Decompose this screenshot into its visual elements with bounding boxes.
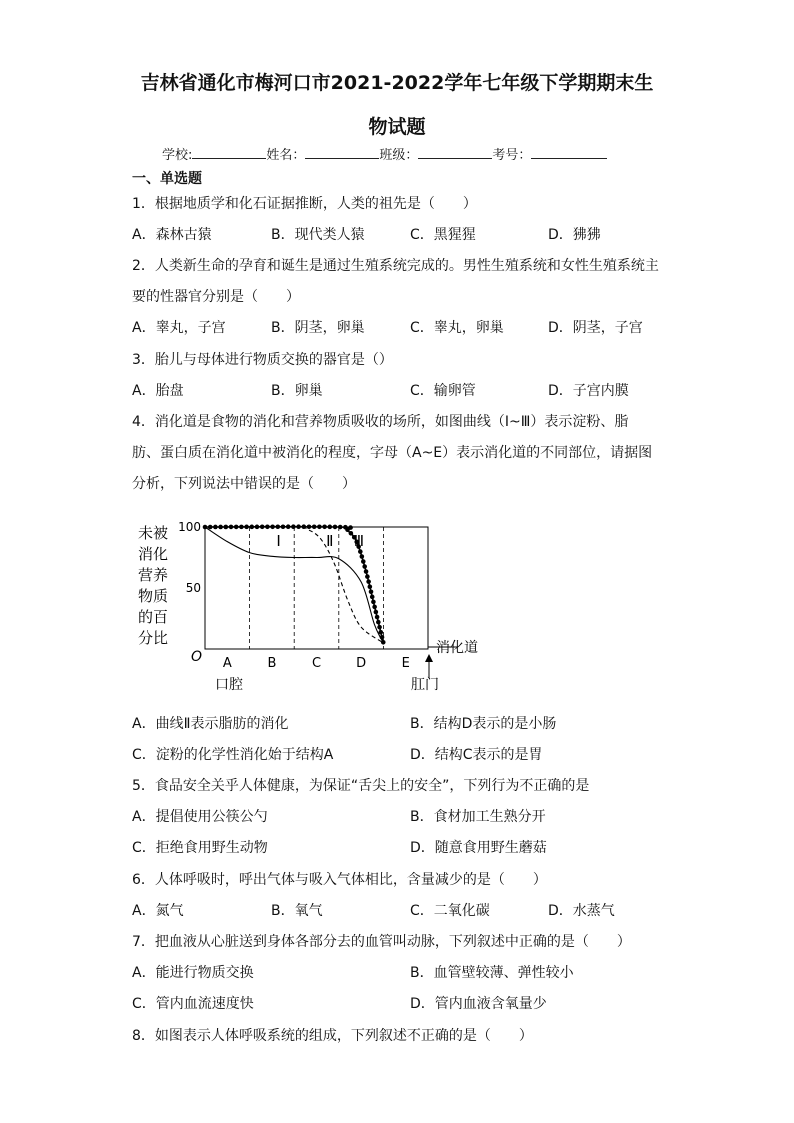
- anus-arrow-head: [425, 654, 433, 662]
- q4-stem-line3: 分析，下列说法中错误的是（ ）: [132, 476, 356, 492]
- series-3-point: [338, 525, 343, 530]
- q3-option-c[interactable]: C．输卵管: [410, 383, 476, 399]
- series-3-point: [291, 524, 296, 529]
- plot-frame: [205, 527, 428, 649]
- q2-stem-line1: 2．人类新生命的孕育和诞生是通过生殖系统完成的。男性生殖系统和女性生殖系统主: [132, 258, 659, 274]
- series-3-point: [234, 525, 239, 530]
- ylabel-line: 物质: [137, 587, 169, 605]
- series-3-point: [360, 554, 365, 559]
- q6-option-d[interactable]: D．水蒸气: [548, 903, 615, 919]
- series-3-point: [345, 527, 350, 532]
- q7-option-b[interactable]: B．血管壁较薄、弹性较小: [410, 965, 574, 981]
- series-3-point: [239, 525, 244, 530]
- q3-option-d[interactable]: D．子宫内膜: [548, 383, 629, 399]
- series-3-point: [281, 524, 286, 529]
- series-3-point: [380, 635, 385, 640]
- name-label: 姓名：: [266, 148, 306, 163]
- class-blank[interactable]: [418, 146, 492, 159]
- series-3-point: [270, 524, 275, 529]
- q6-option-b[interactable]: B．氧气: [271, 903, 323, 919]
- origin-label: O: [191, 649, 203, 665]
- y-axis-label: [138, 524, 168, 647]
- q1-option-c[interactable]: C．黑猩猩: [410, 227, 476, 243]
- ylabel-line: 未被: [137, 524, 169, 542]
- series-label-2: Ⅱ: [326, 532, 334, 550]
- q6-option-a[interactable]: A．氮气: [132, 903, 184, 919]
- series-3-point: [375, 615, 380, 620]
- q5-option-c[interactable]: C．拒绝食用野生动物: [132, 840, 268, 856]
- title-line-1: 吉林省通化市梅河口市2021-2022学年七年级下学期期末生: [140, 72, 654, 94]
- series-3-point: [381, 640, 386, 645]
- series-3-point: [369, 589, 374, 594]
- series-3-point: [349, 531, 354, 536]
- q1-option-a[interactable]: A．森林古猿: [132, 227, 212, 243]
- q1-option-d[interactable]: D．狒狒: [548, 227, 601, 243]
- exam-no-blank[interactable]: [531, 146, 607, 159]
- series-3-point: [301, 524, 306, 529]
- ylabel-line: 消化: [137, 545, 169, 563]
- x-category-label: A: [222, 656, 232, 671]
- series-3-point: [327, 525, 332, 530]
- ylabel-line: 分比: [137, 629, 169, 647]
- q2-stem-line2: 要的性器官分别是（ ）: [132, 289, 300, 305]
- q2-option-a[interactable]: A．睾丸，子宫: [132, 320, 226, 336]
- series-3-point: [361, 559, 366, 564]
- q2-option-c[interactable]: C．睾丸，卵巢: [410, 320, 504, 336]
- series-3-point: [365, 574, 370, 579]
- series-3-point: [362, 564, 367, 569]
- q7-option-a[interactable]: A．能进行物质交换: [132, 965, 254, 981]
- class-label: 班级：: [379, 148, 419, 163]
- q7-option-d[interactable]: D．管内血液含氧量少: [410, 996, 547, 1012]
- q8-stem: 8．如图表示人体呼吸系统的组成，下列叙述不正确的是（ ）: [132, 1028, 533, 1044]
- ylabel-line: 营养: [137, 566, 169, 584]
- series-3-point: [265, 524, 270, 529]
- series-3-point: [249, 525, 254, 530]
- q4-stem-line2: 肪、蛋白质在消化道中被消化的程度，字母（A~E）表示消化道的不同部位，请据图: [132, 445, 653, 461]
- series-3-point: [378, 630, 383, 635]
- ylabel-line: 的百: [137, 608, 169, 626]
- q1-stem: 1．根据地质学和化石证据推断，人类的祖先是（ ）: [132, 196, 477, 212]
- exam-no-label: 考号：: [492, 148, 532, 163]
- q4-option-c[interactable]: C．淀粉的化学性消化始于结构A: [132, 747, 334, 763]
- mouth-label: 口腔: [215, 677, 243, 693]
- series-3-point: [366, 579, 371, 584]
- series-3-point: [364, 569, 369, 574]
- series-3-point: [370, 595, 375, 600]
- q4-stem-line1: 4．消化道是食物的消化和营养物质吸收的场所，如图曲线（Ⅰ~Ⅲ）表示淀粉、脂: [132, 414, 629, 430]
- q3-option-a[interactable]: A．胎盘: [132, 383, 184, 399]
- series-3-point: [371, 600, 376, 605]
- series-3-point: [296, 524, 301, 529]
- series-3-point: [286, 524, 291, 529]
- q3-option-b[interactable]: B．卵巢: [271, 383, 323, 399]
- title-line-2: 物试题: [368, 116, 426, 138]
- x-axis-label: 消化道: [436, 640, 478, 656]
- series-3-point: [229, 525, 234, 530]
- series-3-point: [376, 620, 381, 625]
- y-tick-label: 100: [178, 520, 201, 534]
- series-3-point: [317, 524, 322, 529]
- series-3-point: [307, 524, 312, 529]
- x-category-label: C: [311, 656, 322, 671]
- series-3-point: [333, 525, 338, 530]
- y-tick-label: 50: [185, 581, 201, 595]
- q4-option-d[interactable]: D．结构C表示的是胃: [410, 747, 543, 763]
- q5-option-d[interactable]: D．随意食用野生蘑菇: [410, 840, 547, 856]
- series-3-point: [374, 610, 379, 615]
- student-info: [162, 144, 607, 163]
- series-3-point: [218, 525, 223, 530]
- q4-option-a[interactable]: A．曲线Ⅱ表示脂肪的消化: [132, 716, 289, 732]
- q1-option-b[interactable]: B．现代类人猿: [271, 227, 365, 243]
- series-3-point: [213, 525, 218, 530]
- school-label: 学校:: [162, 148, 193, 163]
- series-3-point: [368, 584, 373, 589]
- series-3-point: [372, 605, 377, 610]
- series-3-point: [275, 524, 280, 529]
- x-category-label: D: [356, 656, 367, 671]
- q4-option-b[interactable]: B．结构D表示的是小肠: [410, 716, 557, 732]
- q7-option-c[interactable]: C．管内血流速度快: [132, 996, 254, 1012]
- q5-option-a[interactable]: A．提倡使用公筷公勺: [132, 809, 268, 825]
- x-category-label: B: [267, 656, 277, 671]
- series-3-point: [203, 525, 208, 530]
- anus-label: 肛门: [411, 677, 439, 693]
- q5-option-b[interactable]: B．食材加工生熟分开: [410, 809, 546, 825]
- x-category-label: E: [401, 656, 410, 671]
- series-3-point: [260, 524, 265, 529]
- q5-stem: 5．食品安全关乎人体健康，为保证“舌尖上的安全”，下列行为不正确的是: [132, 778, 590, 794]
- q6-option-c[interactable]: C．二氧化碳: [410, 903, 490, 919]
- series-3-point: [322, 525, 327, 530]
- q3-stem: 3．胎儿与母体进行物质交换的器官是（）: [132, 352, 393, 368]
- series-3-point: [255, 525, 260, 530]
- q2-option-d[interactable]: D．阴茎，子宫: [548, 320, 643, 336]
- series-3-point: [312, 524, 317, 529]
- q7-stem: 7．把血液从心脏送到身体各部分去的血管叫动脉，下列叙述中正确的是（ ）: [132, 934, 631, 950]
- q6-stem: 6．人体呼吸时，呼出气体与吸入气体相比，含量减少的是（ ）: [132, 872, 547, 888]
- series-label-3: Ⅲ: [353, 532, 365, 550]
- q2-option-b[interactable]: B．阴茎，卵巢: [271, 320, 365, 336]
- series-3-point: [377, 625, 382, 630]
- series-label-1: Ⅰ: [276, 532, 281, 550]
- series-3-point: [223, 525, 228, 530]
- series-3-point: [208, 525, 213, 530]
- name-blank[interactable]: [305, 146, 379, 159]
- digestion-chart: [125, 512, 495, 697]
- series-3-point: [244, 525, 249, 530]
- school-blank[interactable]: [192, 146, 266, 159]
- section-heading: 一、单选题: [132, 171, 202, 187]
